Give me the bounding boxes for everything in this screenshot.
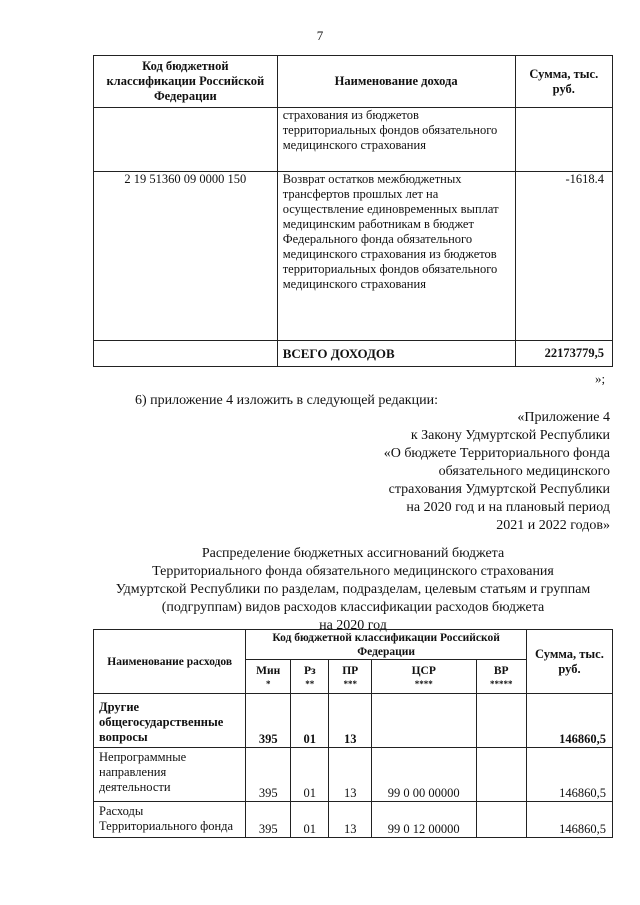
amount-cell: -1618.4 [515,172,612,341]
subheader-mark: * [265,678,271,689]
heading-line: на 2020 год [319,618,387,633]
header-vr [476,660,526,694]
expense-name-cell: Расходы Территориального фонда [94,802,246,838]
sum-cell: 146860,5 [526,802,612,838]
sum-cell: 146860,5 [526,748,612,802]
table-row [94,748,613,802]
heading-line: Распределение бюджетных ассигнований бюджета [201,546,505,561]
pr-cell: 13 [329,694,371,748]
appendix-line: на 2020 год и на плановый период [406,500,610,515]
rz-cell: 01 [291,802,329,838]
subheader-mark: ***** [489,678,513,689]
appendix-caption [384,409,610,535]
pr-cell: 13 [329,802,371,838]
income-name-cell: Возврат остатков межбюджетных трансфертов прошлых лет на осуществление единовременных выплат медицинским работникам в бюджет Федерального фонда обязательного медицинского страхования из бюджетов территориальных фондов обязательного медицинского страхования [277,172,515,341]
total-empty-cell [94,341,278,367]
header-expense-name: Наименование расходов [94,630,246,694]
min-cell: 395 [246,694,291,748]
header-classification: Код бюджетной классификации Российской Федерации [246,630,527,660]
vr-cell [476,802,526,838]
income-name-cell: страхования из бюджетов территориальных фондов обязательного медицинского страхования [277,108,515,172]
sum-cell: 146860,5 [526,694,612,748]
expenditure-table [93,629,613,838]
table-header-row [94,630,613,660]
expense-name-cell: Другие общегосударственные вопросы [94,694,246,748]
csr-cell [371,694,476,748]
expense-name-cell: Непрограммные направления деятельности [94,748,246,802]
vr-cell [476,694,526,748]
subheader-label: ПР [342,664,359,677]
subheader-label: ВР [493,664,509,677]
page-number: 7 [316,28,324,43]
header-pr [329,660,371,694]
code-cell: 2 19 51360 09 0000 150 [94,172,278,341]
header-min [246,660,291,694]
subheader-mark: ** [305,678,315,689]
header-csr [371,660,476,694]
closing-quote: »; [595,371,606,386]
appendix-line: к Закону Удмуртской Республики [410,428,610,443]
subheader-label: Мин [256,664,281,677]
vr-cell [476,748,526,802]
total-label: ВСЕГО ДОХОДОВ [277,341,515,367]
header-income-name: Наименование дохода [277,56,515,108]
min-cell: 395 [246,802,291,838]
appendix-line: «Приложение 4 [517,410,610,425]
heading-line: Удмуртской Республики по разделам, подразделам, целевым статьям и группам [115,582,591,597]
table-row [94,802,613,838]
header-code: Код бюджетной классификации Российской Федерации [94,56,278,108]
table-row [94,108,613,172]
appendix-line: 2021 и 2022 годов» [496,518,610,533]
appendix-line: страхования Удмуртской Республики [388,482,610,497]
header-sum: Сумма, тыс. руб. [526,630,612,694]
table-header-row [94,56,613,108]
pr-cell: 13 [329,748,371,802]
income-table [93,55,613,367]
header-amount: Сумма, тыс. руб. [515,56,612,108]
amendment-paragraph: 6) приложение 4 изложить в следующей редакции: [135,393,438,408]
subheader-mark: **** [414,678,433,689]
code-cell [94,108,278,172]
csr-cell: 99 0 12 00000 [371,802,476,838]
amount-cell [515,108,612,172]
appendix-line: обязательного медицинского [438,464,610,479]
rz-cell: 01 [291,748,329,802]
subheader-label: ЦСР [411,664,436,677]
total-row [94,341,613,367]
appendix-line: «О бюджете Территориального фонда [383,446,610,461]
table-row [94,694,613,748]
rz-cell: 01 [291,694,329,748]
heading-line: (подгруппам) видов расходов классификации расходов бюджета [161,600,545,615]
section-heading [93,545,613,635]
subheader-mark: *** [343,678,357,689]
subheader-label: Рз [303,664,316,677]
csr-cell: 99 0 00 00000 [371,748,476,802]
total-amount: 22173779,5 [515,341,612,367]
heading-line: Территориального фонда обязательного медицинского страхования [152,564,554,579]
header-rz [291,660,329,694]
min-cell: 395 [246,748,291,802]
table-row [94,172,613,341]
